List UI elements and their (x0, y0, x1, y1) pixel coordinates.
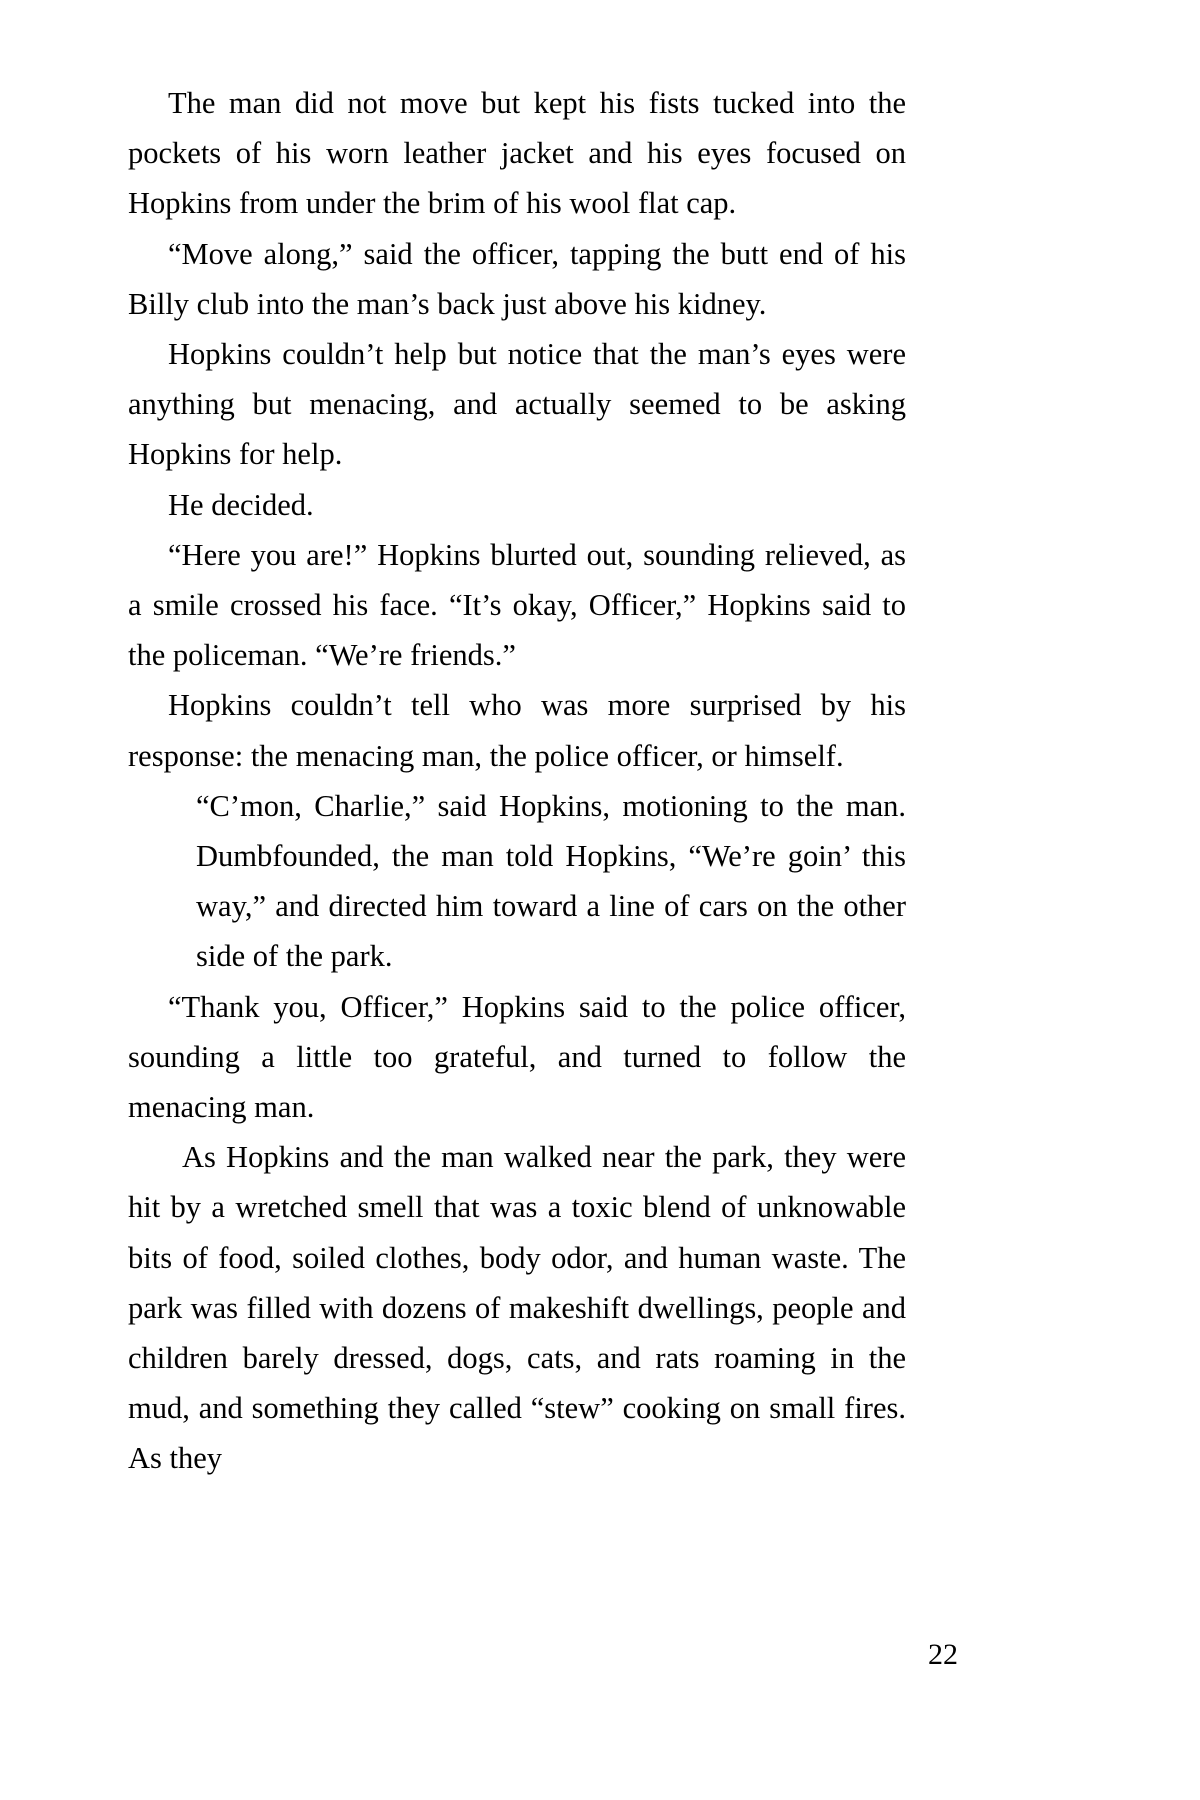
body-paragraph: He decided. (168, 487, 314, 522)
body-paragraph: The man did not move but kept his fists tucked into the pockets of his worn leather jacket and his eyes focused on Hopkins from under the brim of his wool flat cap. (128, 86, 906, 221)
body-paragraph: Hopkins couldn’t tell who was more surprised by his response: the menacing man, the police officer, or himself. (128, 688, 906, 773)
body-paragraph: “Move along,” said the officer, tapping the butt end of his Billy club into the man’s back just above his kidney. (128, 236, 906, 321)
body-paragraph: Hopkins couldn’t help but notice that the man’s eyes were anything but menacing, and actually seemed to be asking Hopkins for help. (128, 337, 906, 472)
body-paragraph: “Thank you, Officer,” Hopkins said to the police officer, sounding a little too grateful, and turned to follow the menacing man. (128, 989, 906, 1125)
page-number: 22 (928, 1638, 958, 1671)
body-paragraph-indented: “C’mon, Charlie,” said Hopkins, motioning to the man. Dumbfounded, the man told Hopkins, “We’re goin’ this way,” and directed him toward a line of cars on the other side of the park. (196, 788, 906, 974)
body-paragraph: As Hopkins and the man walked near the park, they were hit by a wretched smell that was a toxic blend of unknowable bits of food, soiled clothes, body odor, and human waste. The park was filled with dozens of makeshift dwellings, people and children barely dressed, dogs, cats, and rats roaming in the mud, and something they called “stew” cooking on small fires. As they (128, 1140, 906, 1476)
body-paragraph: “Here you are!” Hopkins blurted out, sounding relieved, as a smile crossed his face. “It’s okay, Officer,” Hopkins said to the policeman. “We’re friends.” (128, 537, 906, 673)
page-number-container (128, 1638, 958, 1672)
page-text-column (128, 78, 906, 1484)
